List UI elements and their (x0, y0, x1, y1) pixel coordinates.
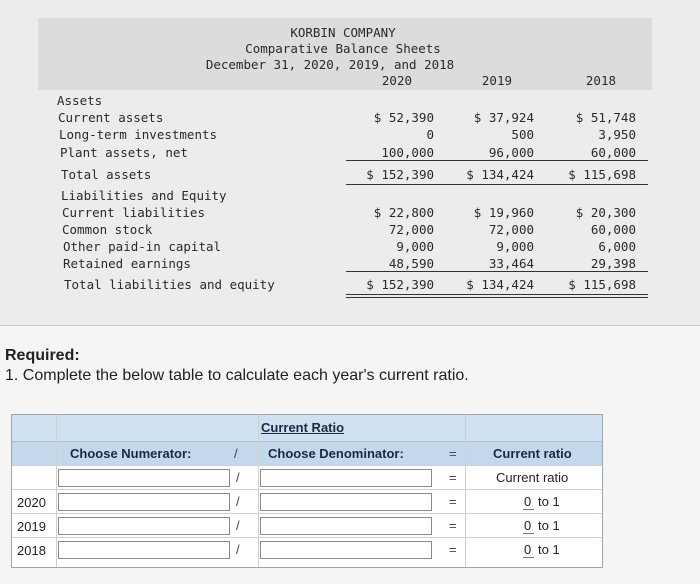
subtotal-rule (346, 160, 648, 161)
equals-header: = (449, 446, 457, 461)
value-2020: 100,000 (381, 145, 434, 160)
year-header: 2018 (585, 73, 616, 88)
value-2018: 29,398 (590, 256, 636, 271)
slash: / (236, 542, 240, 557)
value-2019: $ 134,424 (466, 277, 534, 292)
slash: / (236, 518, 240, 533)
denominator-input[interactable] (260, 493, 432, 511)
value-2018: 6,000 (598, 239, 636, 254)
row-label: Assets (57, 93, 103, 108)
value-2019: $ 19,960 (473, 205, 534, 220)
equals: = (449, 470, 457, 485)
value-2019: $ 134,424 (466, 167, 534, 182)
total-rule (346, 294, 648, 295)
sheet-title: Comparative Balance Sheets (245, 41, 441, 56)
required-text: 1. Complete the below table to calculate each year's current ratio. (5, 367, 469, 384)
value-2020: $ 22,800 (373, 205, 434, 220)
value-2020: $ 152,390 (366, 167, 434, 182)
row-label: Other paid-in capital (63, 239, 222, 254)
value-2018: $ 20,300 (575, 205, 636, 220)
denominator-input[interactable] (260, 517, 432, 535)
numerator-input[interactable] (58, 493, 230, 511)
equals: = (449, 494, 457, 509)
numerator-input[interactable] (58, 541, 230, 559)
value-2020: 0 (426, 127, 434, 142)
value-2019: 72,000 (488, 222, 534, 237)
sheet-date: December 31, 2020, 2019, and 2018 (205, 57, 455, 72)
value-2019: 96,000 (488, 145, 534, 160)
value-2019: 500 (511, 127, 534, 142)
company-name: KORBIN COMPANY (290, 25, 396, 40)
numerator-header: Choose Numerator: (70, 446, 192, 461)
denominator-header: Choose Denominator: (268, 446, 404, 461)
table-title: Current Ratio (261, 420, 345, 435)
result-header: Current ratio (493, 446, 572, 461)
row-year: 2019 (17, 519, 46, 534)
table-row (12, 465, 602, 490)
denominator-input[interactable] (260, 469, 432, 487)
table-row (12, 513, 602, 538)
total-rule (346, 184, 648, 185)
row-label: Current liabilities (62, 205, 205, 220)
value-2018: 60,000 (590, 222, 636, 237)
ratio-value: 0 (524, 518, 532, 533)
ratio-suffix: to 1 (538, 518, 560, 533)
table-row (12, 489, 602, 514)
slash-header: / (234, 446, 238, 461)
value-2020: $ 152,390 (366, 277, 434, 292)
double-rule (346, 297, 648, 298)
slash: / (236, 494, 240, 509)
value-2020: $ 52,390 (373, 110, 434, 125)
equals: = (449, 518, 457, 533)
value-2020: 9,000 (396, 239, 434, 254)
numerator-input[interactable] (58, 469, 230, 487)
required-heading: Required: (5, 347, 80, 364)
denominator-input[interactable] (260, 541, 432, 559)
subtotal-rule (346, 271, 648, 272)
row-label: Long-term investments (59, 127, 218, 142)
row-year: 2020 (17, 495, 46, 510)
row-label: Plant assets, net (60, 145, 188, 160)
value-2018: $ 115,698 (568, 277, 636, 292)
year-header: 2020 (381, 73, 412, 88)
row-label: Common stock (62, 222, 153, 237)
ratio-value: 0 (524, 542, 532, 557)
equals: = (449, 542, 457, 557)
table-row (12, 537, 602, 562)
result-subheader: Current ratio (496, 470, 569, 485)
value-2018: $ 115,698 (568, 167, 636, 182)
value-2020: 48,590 (388, 256, 434, 271)
slash: / (236, 470, 240, 485)
row-label: Total assets (61, 167, 152, 182)
value-2019: 9,000 (496, 239, 534, 254)
ratio-value: 0 (524, 494, 532, 509)
row-label: Total liabilities and equity (64, 277, 275, 292)
value-2018: 3,950 (598, 127, 636, 142)
year-header: 2019 (481, 73, 512, 88)
row-label: Current assets (58, 110, 164, 125)
row-label: Retained earnings (63, 256, 191, 271)
value-2019: 33,464 (488, 256, 534, 271)
value-2020: 72,000 (388, 222, 434, 237)
value-2018: 60,000 (590, 145, 636, 160)
numerator-input[interactable] (58, 517, 230, 535)
value-2019: $ 37,924 (473, 110, 534, 125)
current-ratio-table (11, 414, 603, 568)
row-year: 2018 (17, 543, 46, 558)
ratio-suffix: to 1 (538, 494, 560, 509)
ratio-suffix: to 1 (538, 542, 560, 557)
value-2018: $ 51,748 (575, 110, 636, 125)
row-label: Liabilities and Equity (61, 188, 227, 203)
